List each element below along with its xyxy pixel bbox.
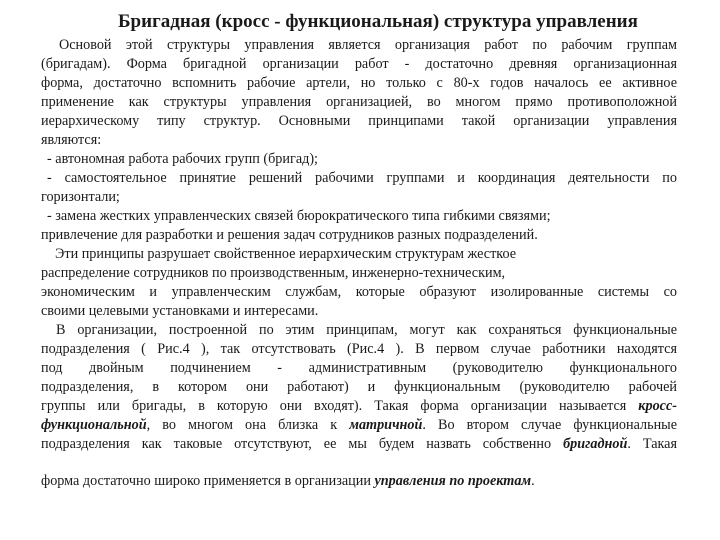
text-line: экономическим и управленческим службам, которые образуют изолированные системы со: [41, 284, 677, 300]
text-line: В организации, построенной по этим принципам, могут как сохраняться функциональные: [56, 322, 677, 338]
text-line: подразделения ( Рис.4 ), так отсутствовать (Рис.4 ). В первом случае работники находятся: [41, 341, 677, 357]
text-line: применение как структуры управления организацией, во многом прямо противоположной: [41, 94, 677, 110]
text-line: распределение сотрудников по производственным, инженерно-техническим,: [41, 265, 506, 281]
text-run: . Такая: [627, 436, 677, 452]
text-run: . Во втором случае функциональные: [422, 417, 677, 433]
text-run: группы или бригады, в которую они входят). Такая форма организации называется: [41, 398, 639, 414]
emphasized-term: матричной: [349, 417, 423, 433]
emphasized-term: кросс-: [638, 398, 677, 414]
text-line: иерархическому типу структур. Основными принципами такой организации управления: [41, 113, 677, 129]
text-line: под двойным подчинением - административным (руководителю функционального: [41, 360, 677, 376]
text-line: горизонтали;: [41, 189, 120, 205]
text-line: форма, достаточно вспомнить рабочие артели, но только с 80-х годов началось ее активное: [41, 75, 677, 91]
text-line: Основой этой структуры управления является организация работ по рабочим группам: [59, 37, 677, 53]
text-line: своими целевыми установками и интересами.: [41, 303, 319, 319]
text-run: , во многом она близка к: [146, 417, 350, 433]
text-line: являются:: [41, 132, 102, 148]
emphasized-term: управления по проектам: [374, 473, 532, 489]
slide-title: Бригадная (кросс - функциональная) структура управления: [118, 11, 638, 32]
text-line: подразделения, в котором они работают) и функциональным (руководителю рабочей: [41, 379, 677, 395]
emphasized-term: функциональной: [41, 417, 147, 433]
text-line: Эти принципы разрушает свойственное иерархическим структурам жесткое: [55, 246, 517, 262]
text-line: [41, 397, 677, 416]
text-run: подразделения как таковые отсутствуют, ее мы будем назвать собственно: [41, 436, 564, 452]
text-line: [41, 435, 677, 454]
text-run: форма достаточно широко применяется в организации: [41, 473, 375, 489]
list-item: - автономная работа рабочих групп (бригад);: [47, 151, 318, 167]
list-item: - замена жестких управленческих связей бюрократического типа гибкими связями;: [47, 208, 551, 224]
text-line: [41, 416, 677, 435]
text-line: привлечение для разработки и решения задач сотрудников разных подразделений.: [41, 227, 538, 243]
text-run: .: [531, 473, 535, 489]
list-item: - самостоятельное принятие решений рабочими группами и координация деятельности по: [47, 170, 677, 186]
text-line: [41, 472, 677, 491]
text-line: (бригадам). Форма бригадной организации работ - достаточно древняя организационная: [41, 56, 677, 72]
slide-body-text: [41, 36, 677, 491]
emphasized-term: бригадной: [563, 436, 628, 452]
